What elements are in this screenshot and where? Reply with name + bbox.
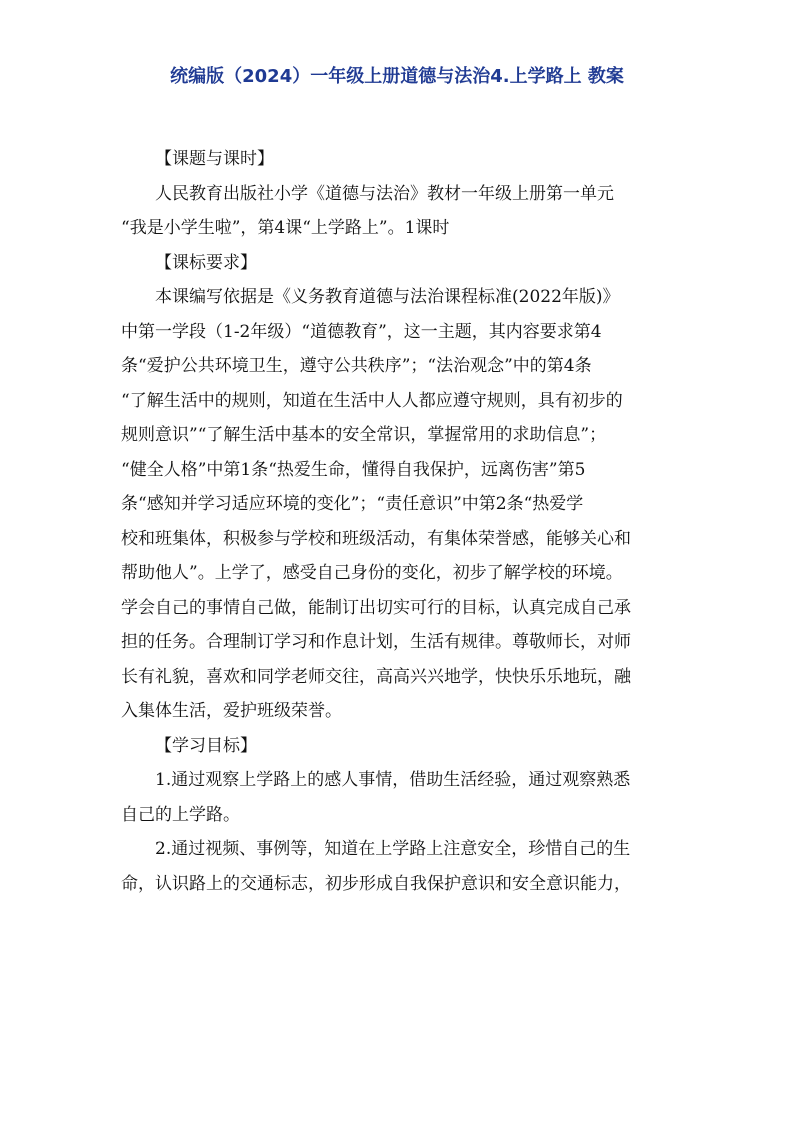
paragraph-line: 本课编写依据是《义务教育道德与法治课程标准(2022年版)》 <box>155 287 620 307</box>
paragraph-line: 2.通过视频、事例等，知道在上学路上注意安全，珍惜自己的生 <box>155 839 631 859</box>
paragraph-line: 命，认识路上的交通标志，初步形成自我保护意识和安全意识能力， <box>121 873 631 894</box>
paragraph-line: 规则意识”“了解生活中基本的安全常识，掌握常用的求助信息”； <box>121 425 607 445</box>
paragraph-line: “我是小学生啦”，第4课“上学路上”。1课时 <box>121 218 450 238</box>
paragraph-line: 长有礼貌，喜欢和同学老师交往，高高兴兴地学，快快乐乐地玩，融 <box>121 666 631 687</box>
section-heading-topic: 【课题与课时】 <box>155 149 274 169</box>
section-heading-standards: 【课标要求】 <box>155 252 257 273</box>
paragraph-line: 1.通过观察上学路上的感人事情，借助生活经验，通过观察熟悉 <box>155 770 631 790</box>
paragraph-line: 中第一学段（1-2年级）“道德教育”，这一主题，其内容要求第4 <box>121 321 602 342</box>
section-heading-objectives: 【学习目标】 <box>155 735 257 756</box>
paragraph-line: 帮助他人”。上学了，感受自己身份的变化，初步了解学校的环境。 <box>121 563 623 583</box>
paragraph-line: “了解生活中的规则，知道在生活中人人都应遵守规则，具有初步的 <box>121 390 623 411</box>
paragraph-line: 人民教育出版社小学《道德与法治》教材一年级上册第一单元 <box>155 183 614 204</box>
paragraph-line: 条“感知并学习适应环境的变化”；“责任意识”中第2条“热爱学 <box>121 494 584 514</box>
paragraph-line: 担的任务。合理制订学习和作息计划，生活有规律。尊敬师长，对师 <box>121 632 631 652</box>
paragraph-line: 学会自己的事情自己做，能制订出切实可行的目标，认真完成自己承 <box>121 597 631 618</box>
paragraph-line: “健全人格”中第1条“热爱生命，懂得自我保护，远离伤害”第5 <box>121 459 586 480</box>
paragraph-line: 条“爱护公共环境卫生，遵守公共秩序”；“法治观念”中的第4条 <box>121 356 592 376</box>
paragraph-line: 自己的上学路。 <box>121 804 240 825</box>
paragraph-line: 校和班集体，积极参与学校和班级活动，有集体荣誉感，能够关心和 <box>121 528 631 549</box>
document-title: 统编版（2024）一年级上册道德与法治4.上学路上 教案 <box>170 66 624 87</box>
document-body <box>121 142 679 901</box>
paragraph-line: 入集体生活，爱护班级荣誉。 <box>121 701 342 721</box>
